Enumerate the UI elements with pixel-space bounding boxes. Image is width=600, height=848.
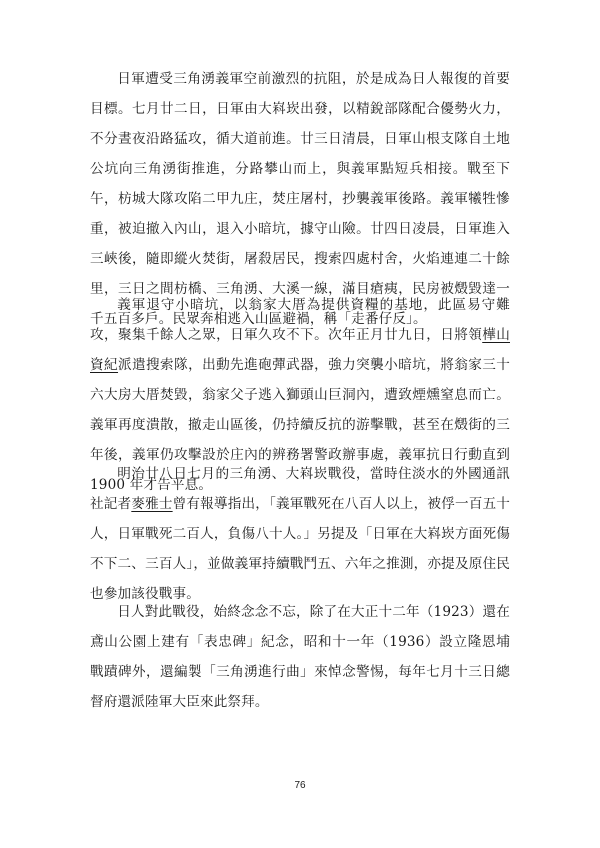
paragraph-text-span: 派遣搜索隊，出動先進砲彈武器，強力突襲小暗坑，將翁家三十六大房大厝焚毀，翁家父子逃入獅頭山巨洞內，遭致煙燻窒息而亡。義軍再度潰散，撤走山區後，仍持續反抗的游擊戰，甚至在燬街的三年後，義軍仍攻擊設於庄內的辨務署警政辦事處，義軍抗日行動直到 1900 年才告平息。 <box>90 357 510 493</box>
paragraph-text-span: 日軍遭受三角湧義軍空前激烈的抗阻，於是成為日人報復的首要目標。七月廿二日，日軍由大嵙崁出發，以精銳部隊配合優勢火力，不分晝夜沿路猛攻，循大道前進。廿三日清晨，日軍山根支隊自土地公坑向三角湧街推進，分路攀山而上，與義軍點短兵相接。戰至下午，枋城大隊攻陷二甲九庄，焚庄屠村，抄襲義軍後路。義軍犧牲慘重，被迫撤入內山，退入小暗坑，據守山險。廿四日凌晨，日軍進入三峽後，隨即縱火焚街，屠殺居民，搜索四處村舍，火焰連連二十餘里，三日之間枋橋、三角湧、大溪一線，滿目瘡痍，民房被燬毀達一千五百多戶。民眾奔相逃入山區避禍，稱「走番仔反」。 <box>90 71 510 327</box>
underlined-name-reporter: 麥雅士 <box>131 496 173 512</box>
paragraph-text <box>90 459 510 609</box>
page-number: 76 <box>294 780 306 791</box>
paragraph-text-span: 義軍退守小暗坑，以翁家大厝為提供資糧的基地，此區易守難攻，聚集千餘人之眾，日軍久攻不下。次年正月廿九日，日將領 <box>90 297 510 343</box>
paragraph-text <box>90 597 510 717</box>
underlined-name-kabayama: 樺山資紀 <box>90 327 510 373</box>
paragraph-text-span: 曾有報導指出，「義軍戰死在八百人以上，被俘一百五十人，日軍戰死二百人，負傷八十人。」另提及「日軍在大嵙崁方面死傷不下二、三百人」，並做義軍持續戰鬥五、六年之推測，亦提及原住民也參加該役戰事。 <box>90 496 511 602</box>
paragraph-3 <box>90 459 510 609</box>
paragraph-4 <box>90 597 510 717</box>
paragraph-text-span: 日人對此戰役，始終念念不忘，除了在大正十二年（1923）還在鳶山公園上建有「表忠碑」紀念，昭和十一年（1936）設立隆恩埔戰蹟碑外，還編製「三角湧進行曲」來悼念警惕，每年七月十三日總督府還派陸軍大臣來此祭拜。 <box>90 604 510 710</box>
paragraph-text-span: 明治廿八日七月的三角湧、大嵙崁戰役，當時住淡水的外國通訊社記者 <box>90 466 510 512</box>
